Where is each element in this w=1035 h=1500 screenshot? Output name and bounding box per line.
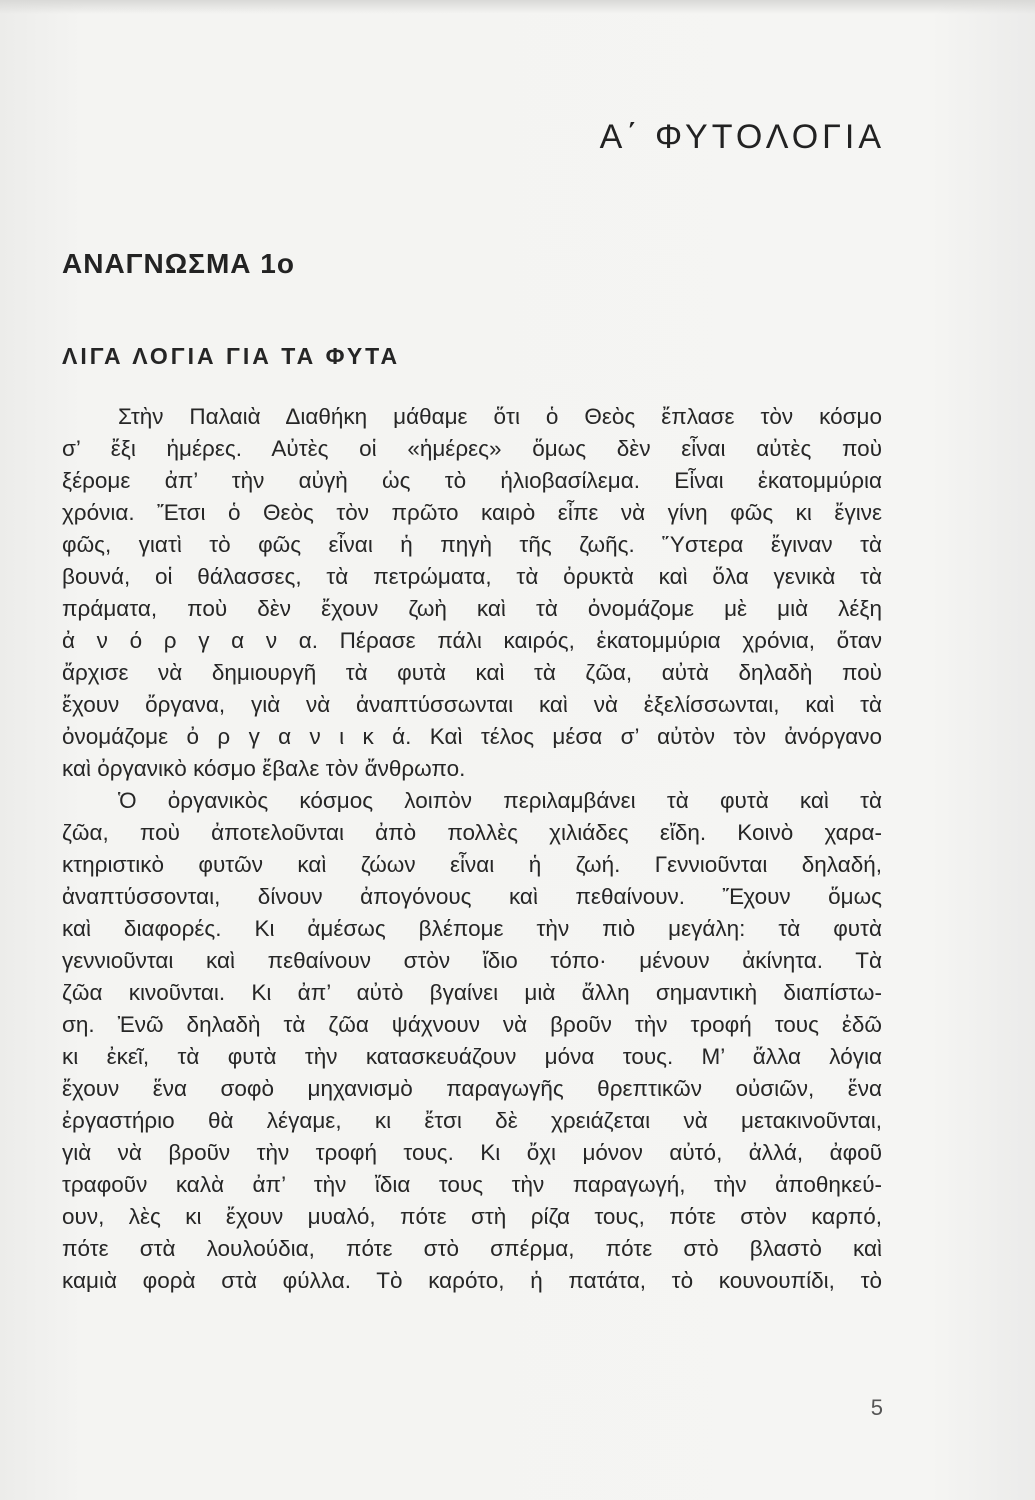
text-line: πράματα, ποὺ δὲν ἔχουν ζωὴ καὶ τὰ ὀνομάζομε μὲ μιὰ λέξη <box>62 596 882 621</box>
text-line: καὶ διαφορές. Κι ἀμέσως βλέπομε τὴν πιὸ μεγάλη: τὰ φυτὰ <box>62 916 882 941</box>
chapter-title: Α΄ ΦΥΤΟΛΟΓΙΑ <box>599 118 885 156</box>
text-line: ζῶα, ποὺ ἀποτελοῦνται ἀπὸ πολλὲς χιλιάδες εἴδη. Κοινὸ χαρα- <box>62 820 882 845</box>
text-line: βουνά, οἱ θάλασσες, τὰ πετρώματα, τὰ ὀρυκτὰ καὶ ὅλα γενικὰ τὰ <box>62 564 882 589</box>
page-number: 5 <box>870 1395 883 1420</box>
text-line: κτηριστικὸ φυτῶν καὶ ζώων εἶναι ἡ ζωή. Γεννιοῦνται δηλαδή, <box>62 852 882 877</box>
text-line: ἐργαστήριο θὰ λέγαμε, κι ἔτσι δὲ χρειάζεται νὰ μετακινοῦνται, <box>62 1108 882 1133</box>
text-line: πότε στὰ λουλούδια, πότε στὸ σπέρμα, πότε στὸ βλαστὸ καὶ <box>62 1236 882 1261</box>
text-line: ἀναπτύσσονται, δίνουν ἀπογόνους καὶ πεθαίνουν. Ἔχουν ὅμως <box>62 884 882 909</box>
text-line: τραφοῦν καλὰ ἀπ’ τὴν ἴδια τους τὴν παραγωγή, τὴν ἀποθηκεύ- <box>62 1172 882 1197</box>
text-line: γεννιοῦνται καὶ πεθαίνουν στὸν ἴδιο τόπο· μένουν ἀκίνητα. Τὰ <box>62 948 882 973</box>
text-line: χρόνια. Ἔτσι ὁ Θεὸς τὸν πρῶτο καιρὸ εἶπε νὰ γίνη φῶς κι ἔγινε <box>62 500 882 525</box>
text-line: κι ἐκεῖ, τὰ φυτὰ τὴν κατασκευάζουν μόνα τους. Μ’ ἄλλα λόγια <box>62 1044 882 1069</box>
text-line: ουν, λὲς κι ἔχουν μυαλό, πότε στὴ ρίζα τους, πότε στὸν καρπό, <box>62 1204 882 1229</box>
text-line: ἔχουν ἕνα σοφὸ μηχανισμὸ παραγωγῆς θρεπτικῶν οὐσιῶν, ἕνα <box>62 1076 882 1101</box>
section-title: ΛΙΓΑ ΛΟΓΙΑ ΓΙΑ ΤΑ ΦΥΤΑ <box>62 343 401 369</box>
text-line: ἄρχισε νὰ δημιουργῆ τὰ φυτὰ καὶ τὰ ζῶα, αὐτὰ δηλαδὴ ποὺ <box>62 660 882 685</box>
text-line: ση. Ἐνῶ δηλαδὴ τὰ ζῶα ψάχνουν νὰ βροῦν τὴν τροφή τους ἐδῶ <box>62 1012 882 1037</box>
text-line: καὶ ὀργανικὸ κόσμο ἔβαλε τὸν ἄνθρωπο. <box>62 756 466 781</box>
text-line: Στὴν Παλαιὰ Διαθήκη μάθαμε ὅτι ὁ Θεὸς ἔπλασε τὸν κόσμο <box>118 404 882 429</box>
text-line: γιὰ νὰ βροῦν τὴν τροφή τους. Κι ὄχι μόνον αὐτό, ἀλλά, ἀφοῦ <box>62 1140 882 1165</box>
text-line: ἀ ν ό ρ γ α ν α. Πέρασε πάλι καιρός, ἑκατομμύρια χρόνια, ὅταν <box>62 628 882 653</box>
text-line: καμιὰ φορὰ στὰ φύλλα. Τὸ καρότο, ἡ πατάτα, τὸ κουνουπίδι, τὸ <box>62 1268 882 1293</box>
body-text <box>62 401 882 1297</box>
reading-title: ΑΝΑΓΝΩΣΜΑ 1ο <box>62 248 295 279</box>
text-line: ἔχουν ὄργανα, γιὰ νὰ ἀναπτύσσωνται καὶ νὰ ἐξελίσσωνται, καὶ τὰ <box>62 692 882 717</box>
page-top-shadow <box>0 0 1035 14</box>
text-line: Ὁ ὀργανικὸς κόσμος λοιπὸν περιλαμβάνει τὰ φυτὰ καὶ τὰ <box>118 788 882 813</box>
text-line: ξέρομε ἀπ’ τὴν αὐγὴ ὡς τὸ ἡλιοβασίλεμα. Εἶναι ἑκατομμύρια <box>62 468 882 493</box>
text-line: ὀνομάζομε ὀ ρ γ α ν ι κ ά. Καὶ τέλος μέσα σ’ αὐτὸν τὸν ἀνόργανο <box>62 724 882 749</box>
text-line: φῶς, γιατὶ τὸ φῶς εἶναι ἡ πηγὴ τῆς ζωῆς. Ὕστερα ἔγιναν τὰ <box>62 532 882 557</box>
text-line: σ’ ἔξι ἡμέρες. Αὐτὲς οἱ «ἡμέρες» ὅμως δὲν εἶναι αὐτὲς ποὺ <box>62 436 882 461</box>
text-line: ζῶα κινοῦνται. Κι ἀπ’ αὐτὸ βγαίνει μιὰ ἄλλη σημαντικὴ διαπίστω- <box>62 980 882 1005</box>
